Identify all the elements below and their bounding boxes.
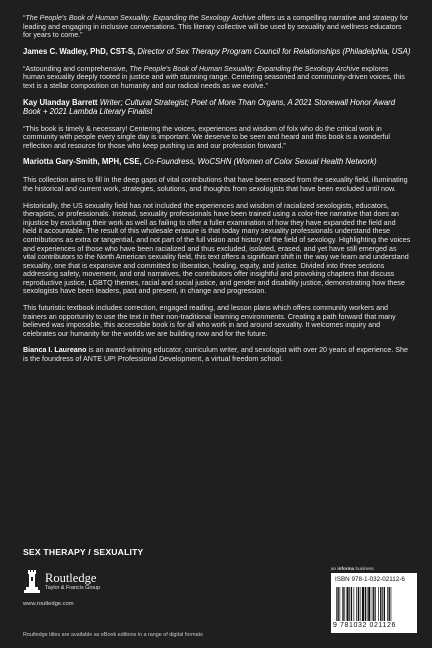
barcode-bar: [362, 587, 364, 621]
book-title-italic: The People's Book of Human Sexuality: Expanding the Sexology Archive: [25, 14, 256, 22]
description-paragraph: This futuristic textbook includes correction, engaged reading, and lesson plans which offers community workers and trainers an opportunity to use the text in their non-traditional learning environments. Creating a path forward that many believed was impossible, this accessible book is for all who work in and around sexuality. It welcomes inquiry and celebrates our humanity for the worlds we are building now and for the future.: [23, 304, 396, 338]
publisher-group: Taylor & Francis Group: [45, 585, 101, 591]
barcode-bar: [351, 587, 352, 621]
barcode-bar: [344, 587, 345, 621]
informa-brand: informa: [337, 566, 355, 571]
barcode-bar: [354, 587, 355, 621]
barcode-bar: [337, 587, 338, 621]
endorser-award: A 2021 Stonewall Honor Award Book + 2021 Lambda Literary Finalist: [23, 97, 396, 116]
barcode-bar: [378, 587, 379, 621]
endorser-name: Kay Ulanday Barrett: [23, 97, 98, 107]
barcode-bars: [336, 587, 412, 621]
barcode-bar: [380, 587, 381, 621]
barcode-bar: [368, 587, 370, 621]
cover-text: [23, 14, 411, 372]
barcode-bar: [336, 587, 337, 621]
barcode-bar: [347, 587, 349, 621]
barcode-bar: [391, 587, 392, 621]
endorsement-1: [23, 14, 411, 56]
isbn-label: ISBN 978-1-032-02112-6: [335, 576, 405, 583]
endorser-name: Mariotta Gary-Smith, MPH, CSE,: [23, 157, 142, 167]
barcode-bar: [342, 587, 343, 621]
endorsement-attribution: [23, 98, 411, 116]
informa-prefix: an: [331, 566, 338, 571]
subject-category: SEX THERAPY / SEXUALITY: [23, 547, 144, 557]
endorser-name: James C. Wadley, PhD, CST-S,: [23, 46, 136, 56]
informa-suffix: business: [354, 566, 374, 571]
barcode-bar: [372, 587, 373, 621]
endorsement-3: [23, 125, 411, 167]
informa-business-tag: [331, 566, 374, 571]
barcode-bar: [387, 587, 388, 621]
quote-mark: “: [23, 14, 26, 22]
barcode-bar: [349, 587, 350, 621]
isbn-digits: 9 781032 021126: [333, 622, 396, 629]
endorsement-attribution: [23, 157, 411, 166]
publisher-name: Routledge: [45, 571, 97, 585]
barcode-bar: [382, 587, 383, 621]
endorser-role: Co-Foundress, WoCSHN (Women of Color Sexual Health Network): [141, 157, 377, 167]
barcode-bar: [389, 587, 390, 621]
barcode-bar: [340, 587, 341, 621]
barcode-bar: [373, 587, 374, 621]
endorsement-quote: [23, 14, 411, 40]
endorsement-2: [23, 65, 411, 116]
barcode-bar: [365, 587, 366, 621]
barcode-bar: [360, 587, 361, 621]
description-paragraph: This collection aims to fill in the deep gaps of vital contributions that have been erased from the sexuality field, illuminating the historical and current work, strategies, solutions, and thoughts from sexologists that have been excluded until now.: [23, 176, 408, 193]
routledge-tower-icon: [23, 570, 41, 594]
endorsement-quote: [23, 65, 411, 91]
description-paragraph: Historically, the US sexuality field has not included the experiences and wisdom of racialized sexologists, educators, therapists, or professionals. Instead, sexuality professionals have been trained using a color-free narrative that does an injustice by excluding their work as well as failing to offer a fuller examination of how they have expanded the field and held it accountable. The result of this wholesale erasure is that today many sexuality professionals understand these contributions as extra or tangential, and not part of the full vision and history of the field of sexology. Highlighting the voices and experiences of those who have been racialized and thus excluded, isolated, erased, and yet have still emerged as vital contributors to the North American sexuality field, this text offers a significant shift in the way we learn and understand sexuality, one that is expansive and committed to liberation, healing, equity, and justice. Divided into three sections addressing safety, movement, and oral narratives, the contributors offer insightful and provoking chapters that discuss reproductive justice, LGBTQ themes, racial and social justice, and gender and disability justice, demonstrating how these sexologists have been leaders, past and present, in change and progression.: [23, 201, 411, 296]
barcode-bar: [384, 587, 385, 621]
author-bio: [23, 346, 411, 363]
barcode-bar: [356, 587, 357, 621]
endorsement-quote: “This book is timely & necessary! Centering the voices, experiences and wisdom of folx who do the critical work in community with people every single day is important. We deserve to be seen and heard and this book is a wonderful reflection and resource for those who keep pushing us and our profession forward.”: [23, 124, 391, 150]
ebook-note: Routledge titles are available as eBook editions in a range of digital formats: [23, 632, 203, 638]
barcode-bar: [358, 587, 359, 621]
author-name: Bianca I. Laureano: [23, 346, 87, 355]
endorsement-attribution: [23, 47, 411, 56]
publisher-url[interactable]: www.routledge.com: [23, 601, 74, 607]
book-title-italic: The People's Book of Human Sexuality: Expanding the Sexology Archive: [129, 64, 360, 73]
barcode-bar: [367, 587, 368, 621]
isbn-barcode: [331, 573, 417, 633]
quote-text: explores human sexuality deeply rooted in justice and with stunning range. Centering seasoned and community-driven voices, this text is a stellar composition on humanity and our radical needs as we evolve.”: [23, 64, 405, 90]
quote-text: offers us a compelling narrative and strategy for leading and engaging in inclusive conversations. This literary collective will be used by sexuality and wellness educators for years to come.”: [23, 14, 409, 40]
endorser-role: Director of Sex Therapy Program Council for Relationships (Philadelphia, USA): [135, 46, 411, 56]
endorser-role: Writer; Cultural Strategist; Poet of More Than Organs,: [97, 97, 288, 107]
quote-text: “Astounding and comprehensive,: [23, 64, 130, 73]
author-bio-text: is an award-winning educator, curriculum writer, and sexologist with over 20 years of experience. She is the foundress of ANTE UP! Professional Development, a virtual freedom school.: [23, 346, 408, 364]
barcode-bar: [375, 587, 376, 621]
